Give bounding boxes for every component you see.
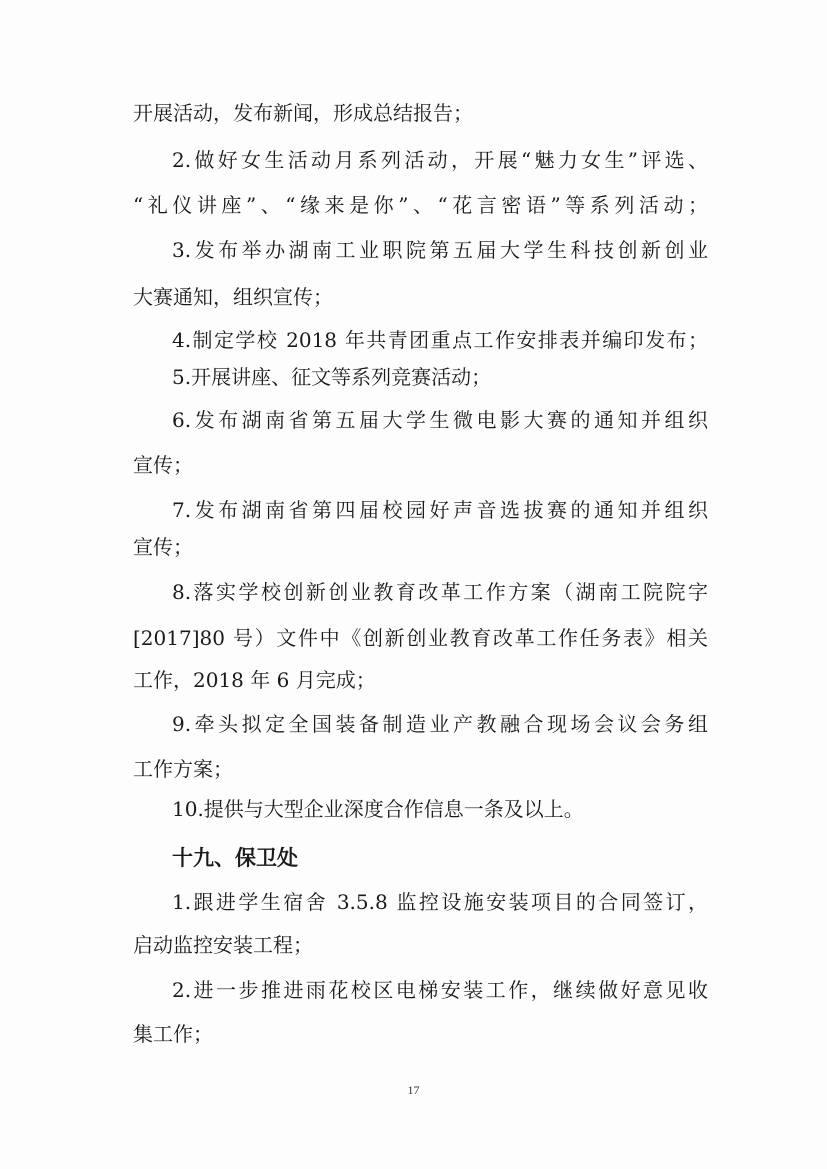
list-item-4: 4.制定学校 2018 年共青团重点工作安排表并编印发布； (172, 328, 708, 352)
list-item-7: 7.发布湖南省第四届校园好声音选拔赛的通知并组织 (172, 498, 708, 522)
text-line: 宣传； (133, 535, 193, 559)
text-line: 工作，2018 年 6 月完成； (133, 668, 376, 692)
text-line: 大赛通知，组织宣传； (133, 285, 333, 309)
list-item-8: 8.落实学校创新创业教育改革工作方案（湖南工院院字 (172, 580, 708, 604)
list-item-2: 2.进一步推进雨花校区电梯安装工作，继续做好意见收 (172, 978, 708, 1002)
text-line: 启动监控安装工程； (133, 933, 313, 957)
list-item-9: 9.牵头拟定全国装备制造业产教融合现场会议会务组 (172, 712, 708, 736)
list-item-2: 2.做好女生活动月系列活动，开展“魅力女生”评选、 (172, 148, 708, 172)
section-heading: 十九、保卫处 (172, 845, 298, 870)
list-item-1: 1.跟进学生宿舍 3.5.8 监控设施安装项目的合同签订， (172, 890, 708, 914)
page-number: 17 (407, 1083, 420, 1097)
text-line: 开展活动，发布新闻，形成总结报告； (133, 101, 473, 125)
list-item-5: 5.开展讲座、征文等系列竞赛活动； (172, 365, 492, 389)
text-line: 集工作； (133, 1022, 213, 1046)
list-item-10: 10.提供与大型企业深度合作信息一条及以上。 (172, 797, 584, 821)
text-line: [2017]80 号）文件中《创新创业教育改革工作任务表》相关 (133, 626, 708, 650)
list-item-6: 6.发布湖南省第五届大学生微电影大赛的通知并组织 (172, 408, 708, 432)
text-line: 宣传； (133, 453, 193, 477)
text-line: 工作方案； (133, 757, 233, 781)
text-line: “礼仪讲座”、“缘来是你”、“花言密语”等系列活动； (133, 193, 708, 217)
list-item-3: 3.发布举办湖南工业职院第五届大学生科技创新创业 (172, 238, 708, 262)
